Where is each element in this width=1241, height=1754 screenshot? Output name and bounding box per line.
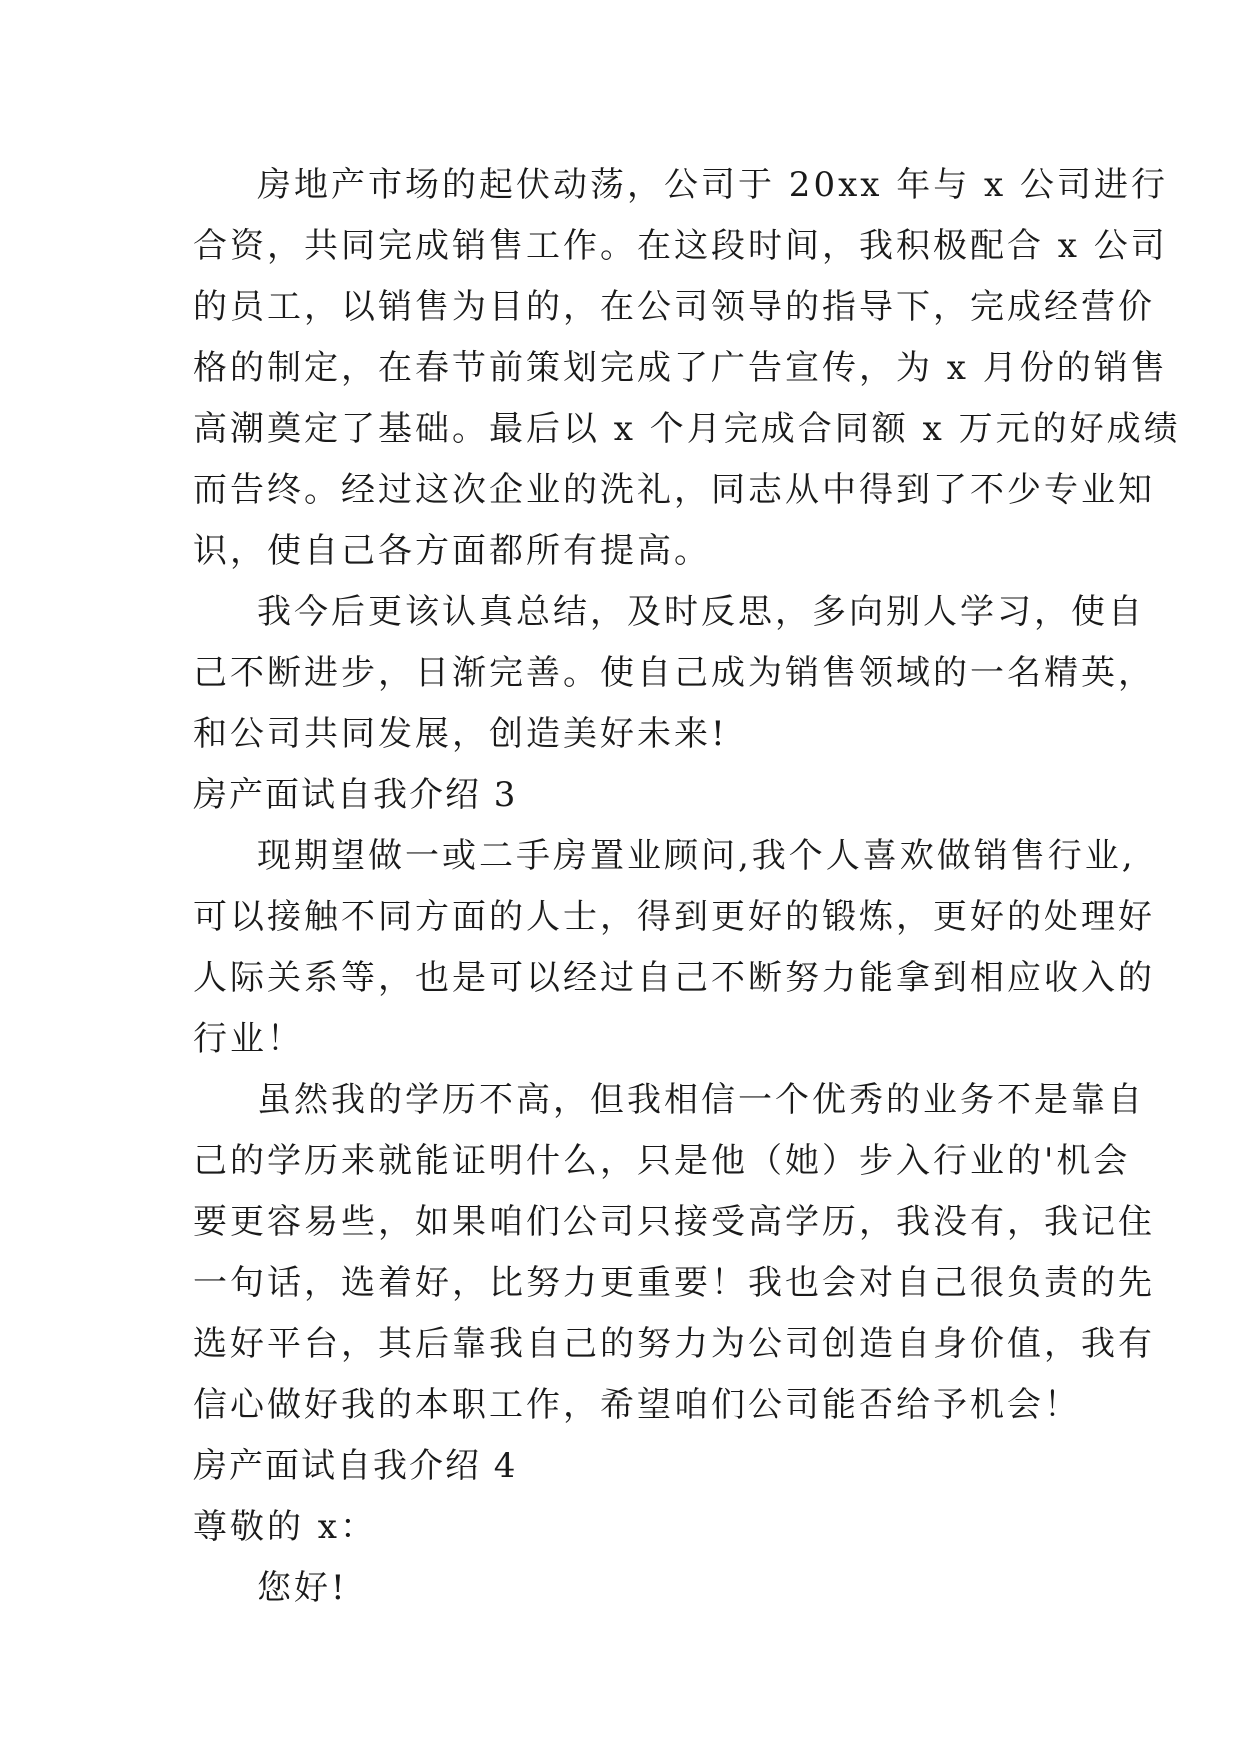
salutation: 尊敬的 x： — [193, 1507, 377, 1547]
paragraph-line: 而告终。经过这次企业的洗礼，同志从中得到了不少专业知 — [193, 470, 1155, 510]
section-heading-3: 房产面试自我介绍 3 — [193, 775, 518, 815]
paragraph-1 — [193, 155, 1181, 582]
paragraph-line: 现期望做一或二手房置业顾问,我个人喜欢做销售行业, — [257, 836, 1136, 876]
paragraph-3 — [193, 826, 1155, 1070]
section-heading-4: 房产面试自我介绍 4 — [193, 1446, 518, 1486]
paragraph-line: 房地产市场的起伏动荡，公司于 20xx 年与 x 公司进行 — [257, 165, 1169, 205]
paragraph-line: 高潮奠定了基础。最后以 x 个月完成合同额 x 万元的好成绩 — [193, 409, 1181, 449]
paragraph-line: 和公司共同发展，创造美好未来! — [193, 714, 728, 754]
paragraph-line: 人际关系等，也是可以经过自己不断努力能拿到相应收入的 — [193, 958, 1155, 998]
paragraph-line: 我今后更该认真总结，及时反思，多向别人学习，使自 — [257, 592, 1145, 632]
paragraph-line: 行业！ — [193, 1019, 304, 1059]
paragraph-line: 合资，共同完成销售工作。在这段时间，我积极配合 x 公司 — [193, 226, 1168, 266]
paragraph-2 — [193, 582, 1155, 765]
paragraph-4 — [193, 1070, 1155, 1436]
paragraph-line: 信心做好我的本职工作，希望咱们公司能否给予机会！ — [193, 1385, 1081, 1425]
paragraph-line: 一句话，选着好，比努力更重要！我也会对自己很负责的先 — [193, 1263, 1155, 1303]
paragraph-line: 虽然我的学历不高，但我相信一个优秀的业务不是靠自 — [257, 1080, 1145, 1120]
paragraph-line: 可以接触不同方面的人士，得到更好的锻炼，更好的处理好 — [193, 897, 1155, 937]
paragraph-line: 己的学历来就能证明什么，只是他（她）步入行业的'机会 — [193, 1141, 1131, 1181]
paragraph-line: 选好平台，其后靠我自己的努力为公司创造自身价值，我有 — [193, 1324, 1155, 1364]
greeting: 您好! — [257, 1568, 348, 1608]
paragraph-line: 识，使自己各方面都所有提高。 — [193, 531, 711, 571]
paragraph-line: 要更容易些，如果咱们公司只接受高学历，我没有，我记住 — [193, 1202, 1155, 1242]
paragraph-line: 的员工，以销售为目的，在公司领导的指导下，完成经营价 — [193, 287, 1155, 327]
paragraph-line: 格的制定，在春节前策划完成了广告宣传，为 x 月份的销售 — [193, 348, 1168, 388]
document-body — [193, 155, 1181, 1619]
paragraph-line: 己不断进步，日渐完善。使自己成为销售领域的一名精英， — [193, 653, 1155, 693]
